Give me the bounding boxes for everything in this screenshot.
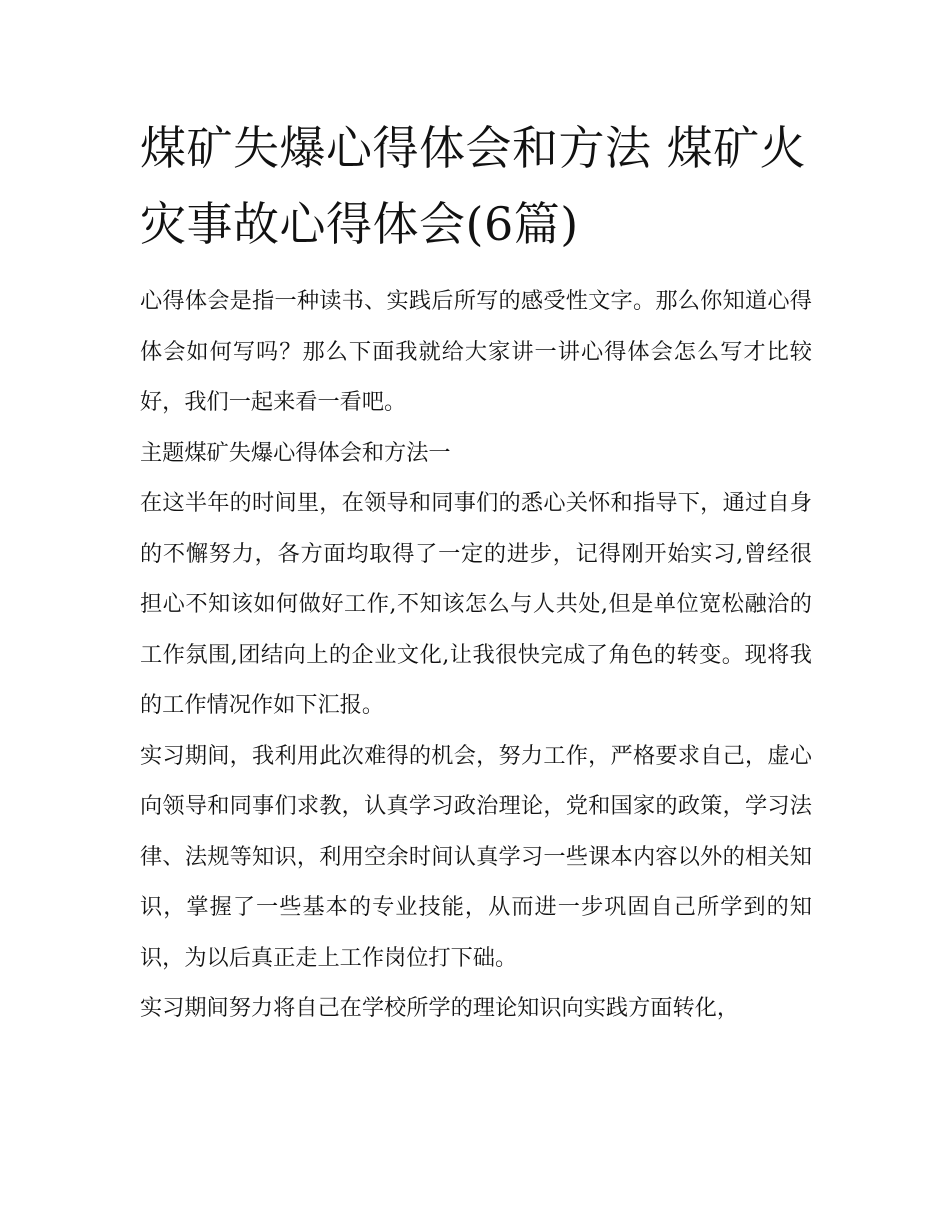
body-paragraph: 在这半年的时间里，在领导和同事们的悉心关怀和指导下，通过自身的不懈努力，各方面均取得了一定的进步，记得刚开始实习,曾经很担心不知该如何做好工作,不知该怎么与人共处,但是单位宽松融洽的工作氛围,团结向上的企业文化,让我很快完成了角色的转变。现将我的工作情况作如下汇报。 (140, 490, 812, 718)
intro-paragraph: 心得体会是指一种读书、实践后所写的感受性文字。那么你知道心得体会如何写吗？那么下面我就给大家讲一讲心得体会怎么写才比较好，我们一起来看一看吧。 (140, 288, 812, 415)
document-title: 煤矿失爆心得体会和方法 煤矿火灾事故心得体会(6篇) (140, 121, 807, 251)
body-paragraph: 实习期间努力将自己在学校所学的理论知识向实践方面转化， (140, 995, 740, 1021)
section-heading: 主题煤矿失爆心得体会和方法一 (140, 439, 451, 466)
document-body (140, 110, 812, 1034)
body-paragraph: 实习期间，我利用此次难得的机会，努力工作，严格要求自己，虚心向领导和同事们求教，认真学习政治理论，党和国家的政策，学习法律、法规等知识，利用空余时间认真学习一些课本内容以外的相关知识，掌握了一些基本的专业技能，从而进一步巩固自己所学到的知识，为以后真正走上工作岗位打下础。 (140, 742, 812, 971)
